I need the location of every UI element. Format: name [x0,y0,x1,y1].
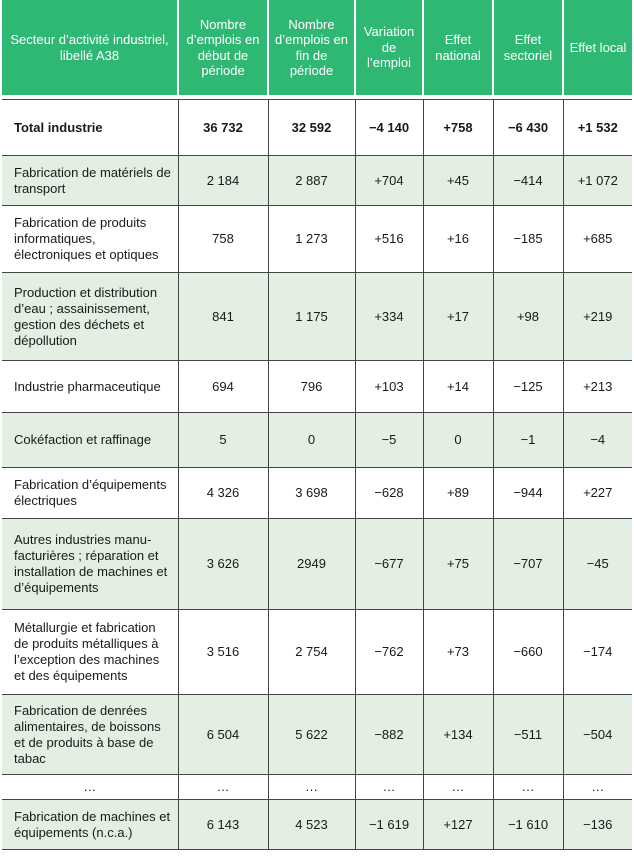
header-variation: Variation de l’emploi [355,0,423,95]
cell-national: +758 [423,100,493,156]
cell-local: +1 532 [563,100,632,156]
cell-local: −4 [563,413,632,468]
cell-debut: 2 184 [178,156,268,206]
cell-national: +17 [423,273,493,361]
cell-debut: 4 326 [178,468,268,519]
row-label: Cokéfaction et raffinage [2,413,178,468]
cell-variation: −1 619 [355,800,423,850]
cell-local: −174 [563,610,632,695]
header-national: Effet national [423,0,493,95]
cell-national: +75 [423,519,493,610]
cell-variation: +516 [355,206,423,273]
table-row [2,156,632,206]
cell-national: +73 [423,610,493,695]
row-label: Autres industries manu-facturières ; réparation et installation de machines et d’équipements [2,519,178,610]
header-row [2,0,632,95]
row-label: Métallurgie et fabrication de produits métalliques à l’exception des machines et des équipements [2,610,178,695]
cell-national: +134 [423,695,493,775]
header-sectoriel: Effet sectoriel [493,0,563,95]
table-row [2,800,632,850]
table-row [2,468,632,519]
table-row-total [2,100,632,156]
cell-variation: −882 [355,695,423,775]
cell-sectoriel: … [493,775,563,800]
cell-national: 0 [423,413,493,468]
table-row [2,413,632,468]
cell-debut: … [178,775,268,800]
cell-local: +685 [563,206,632,273]
cell-debut: 3 626 [178,519,268,610]
cell-debut: 758 [178,206,268,273]
cell-national: +89 [423,468,493,519]
cell-variation: +103 [355,361,423,413]
cell-sectoriel: −511 [493,695,563,775]
cell-variation: −677 [355,519,423,610]
cell-variation: −628 [355,468,423,519]
cell-fin: 3 698 [268,468,355,519]
cell-sectoriel: −707 [493,519,563,610]
cell-local: +1 072 [563,156,632,206]
row-label: Fabrication de denrées alimentaires, de boissons et de produits à base de tabac [2,695,178,775]
cell-sectoriel: −185 [493,206,563,273]
cell-national: +127 [423,800,493,850]
cell-fin: … [268,775,355,800]
cell-debut: 6 504 [178,695,268,775]
cell-sectoriel: −944 [493,468,563,519]
cell-debut: 5 [178,413,268,468]
cell-variation: −4 140 [355,100,423,156]
cell-sectoriel: −1 610 [493,800,563,850]
table-row [2,519,632,610]
cell-local: −45 [563,519,632,610]
header-fin: Nombre d’emplois en fin de période [268,0,355,95]
row-label: Fabrication de matériels de transport [2,156,178,206]
table-row [2,206,632,273]
cell-debut: 841 [178,273,268,361]
table-row [2,610,632,695]
cell-sectoriel: −125 [493,361,563,413]
row-label: Production et distribution d’eau ; assainissement, gestion des déchets et dépollution [2,273,178,361]
cell-fin: 5 622 [268,695,355,775]
row-label: Fabrication d’équipements électriques [2,468,178,519]
cell-sectoriel: −6 430 [493,100,563,156]
row-label: … [2,775,178,800]
table-row-ellipsis [2,775,632,800]
header-debut: Nombre d’emplois en début de période [178,0,268,95]
cell-fin: 2949 [268,519,355,610]
row-label: Fabrication de produits informatiques, électroniques et optiques [2,206,178,273]
cell-fin: 0 [268,413,355,468]
cell-local: −504 [563,695,632,775]
cell-variation: −762 [355,610,423,695]
header-secteur: Secteur d’activité industriel, libellé A38 [2,0,178,95]
row-label: Total industrie [2,100,178,156]
table-row [2,695,632,775]
employment-effects-table [2,0,632,850]
row-label: Industrie pharmaceutique [2,361,178,413]
cell-sectoriel: −1 [493,413,563,468]
cell-national: +16 [423,206,493,273]
cell-local: +213 [563,361,632,413]
cell-fin: 796 [268,361,355,413]
cell-national: +45 [423,156,493,206]
cell-sectoriel: +98 [493,273,563,361]
cell-variation: +334 [355,273,423,361]
cell-local: … [563,775,632,800]
cell-national: … [423,775,493,800]
cell-sectoriel: −414 [493,156,563,206]
cell-debut: 694 [178,361,268,413]
cell-local: −136 [563,800,632,850]
cell-fin: 1 175 [268,273,355,361]
table-row [2,361,632,413]
cell-variation: +704 [355,156,423,206]
header-local: Effet local [563,0,632,95]
cell-local: +227 [563,468,632,519]
cell-fin: 32 592 [268,100,355,156]
row-label: Fabrication de machines et équipements (n.c.a.) [2,800,178,850]
cell-fin: 1 273 [268,206,355,273]
cell-fin: 2 887 [268,156,355,206]
cell-debut: 3 516 [178,610,268,695]
cell-debut: 36 732 [178,100,268,156]
cell-variation: … [355,775,423,800]
cell-variation: −5 [355,413,423,468]
cell-debut: 6 143 [178,800,268,850]
cell-national: +14 [423,361,493,413]
cell-local: +219 [563,273,632,361]
table-row [2,273,632,361]
cell-sectoriel: −660 [493,610,563,695]
cell-fin: 2 754 [268,610,355,695]
cell-fin: 4 523 [268,800,355,850]
